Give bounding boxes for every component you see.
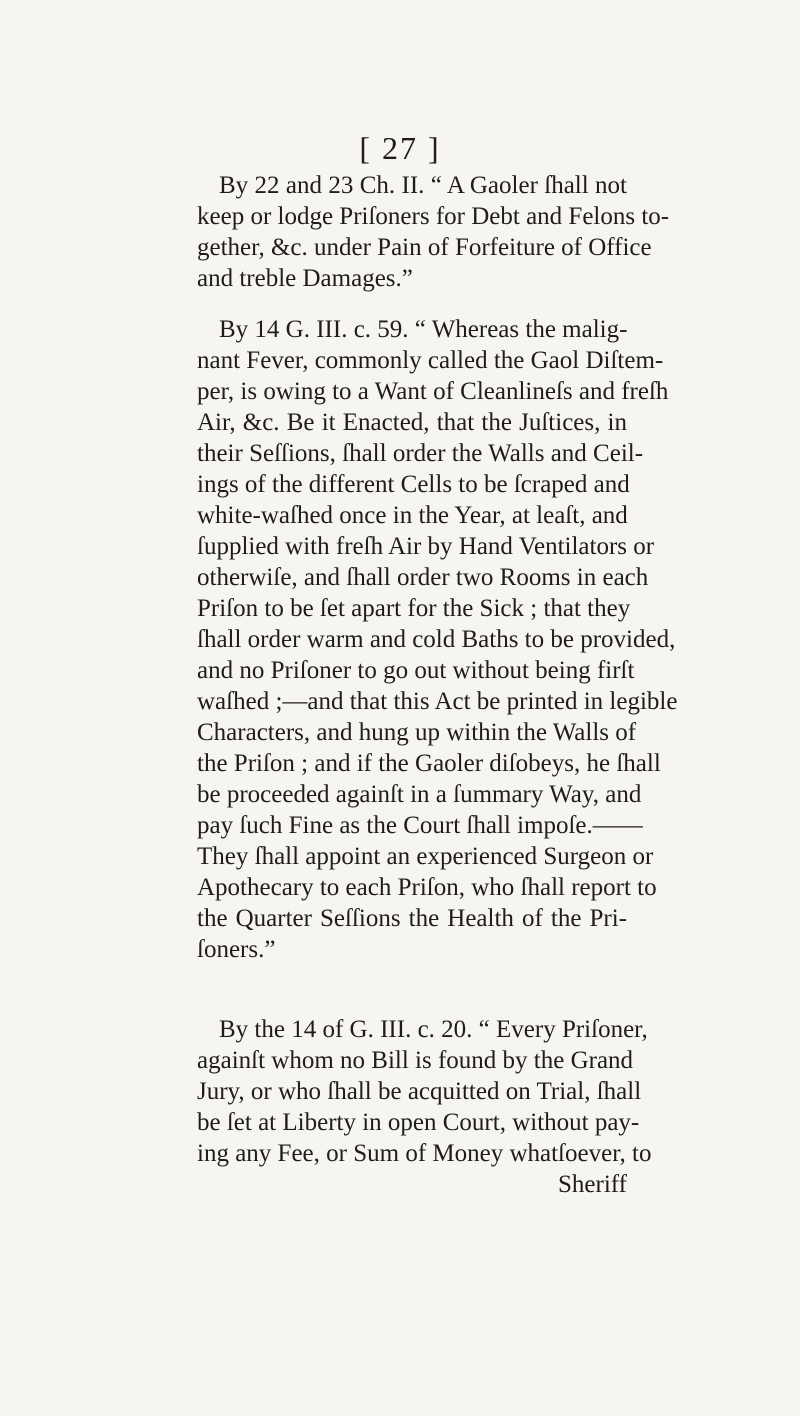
text-line: By 22 and 23 Ch. II. “ A Gaoler ſhall not — [219, 172, 627, 199]
text-line: By the 14 of G. III. c. 20. “ Every Priſoner, — [219, 1016, 648, 1043]
text-line: ſupplied with freſh Air by Hand Ventilators or — [197, 533, 655, 560]
catchword: Sheriff — [558, 1171, 627, 1198]
text-line: waſhed ;—and that this Act be printed in legible — [197, 688, 678, 715]
text-line: Priſon to be ſet apart for the Sick ; that they — [197, 595, 631, 622]
text-line: the Priſon ; and if the Gaoler diſobeys, he ſhall — [197, 750, 661, 777]
text-line: gether, &c. under Pain of Forfeiture of Office — [197, 234, 652, 261]
text-line: By 14 G. III. c. 59. “ Whereas the malig- — [219, 316, 628, 343]
text-line: and no Priſoner to go out without being firſt — [197, 657, 635, 684]
text-line: be ſet at Liberty in open Court, without pay- — [197, 1109, 640, 1136]
text-line: Jury, or who ſhall be acquitted on Trial, ſhall — [197, 1078, 642, 1105]
paragraph-1 — [197, 170, 670, 294]
text-line: Apothecary to each Priſon, who ſhall report to — [197, 874, 657, 901]
text-line: Characters, and hung up within the Walls of — [197, 719, 637, 746]
text-line: per, is owing to a Want of Cleanlineſs and freſh — [197, 378, 669, 405]
paragraph-2 — [197, 314, 678, 965]
text-line: They ſhall appoint an experienced Surgeon or — [197, 843, 654, 870]
text-line: nant Fever, commonly called the Gaol Diſtem- — [197, 347, 664, 374]
text-line: ing any Fee, or Sum of Money whatſoever, to — [197, 1140, 652, 1167]
text-line: their Seſſions, ſhall order the Walls and Ceil- — [197, 440, 644, 467]
page-number: [ 27 ] — [359, 130, 441, 166]
text-line: pay ſuch Fine as the Court ſhall impoſe.—— — [197, 812, 643, 839]
text-line: Air, &c. Be it Enacted, that the Juſtices, in — [197, 409, 627, 436]
text-line: againſt whom no Bill is found by the Grand — [197, 1047, 634, 1074]
text-line: ſhall order warm and cold Baths to be provided, — [197, 626, 676, 653]
paragraph-3 — [197, 1014, 652, 1200]
text-line: the Quarter Seſſions the Health of the Pri- — [197, 905, 627, 932]
text-line: ings of the different Cells to be ſcraped and — [197, 471, 630, 498]
text-line: ſoners.” — [197, 936, 276, 963]
text-line: and treble Damages.” — [197, 265, 413, 292]
text-line: be proceeded againſt in a ſummary Way, and — [197, 781, 642, 808]
text-line: white-waſhed once in the Year, at leaſt, and — [197, 502, 628, 529]
text-line: keep or lodge Priſoners for Debt and Felons to- — [197, 203, 670, 230]
text-line: otherwiſe, and ſhall order two Rooms in each — [197, 564, 649, 591]
